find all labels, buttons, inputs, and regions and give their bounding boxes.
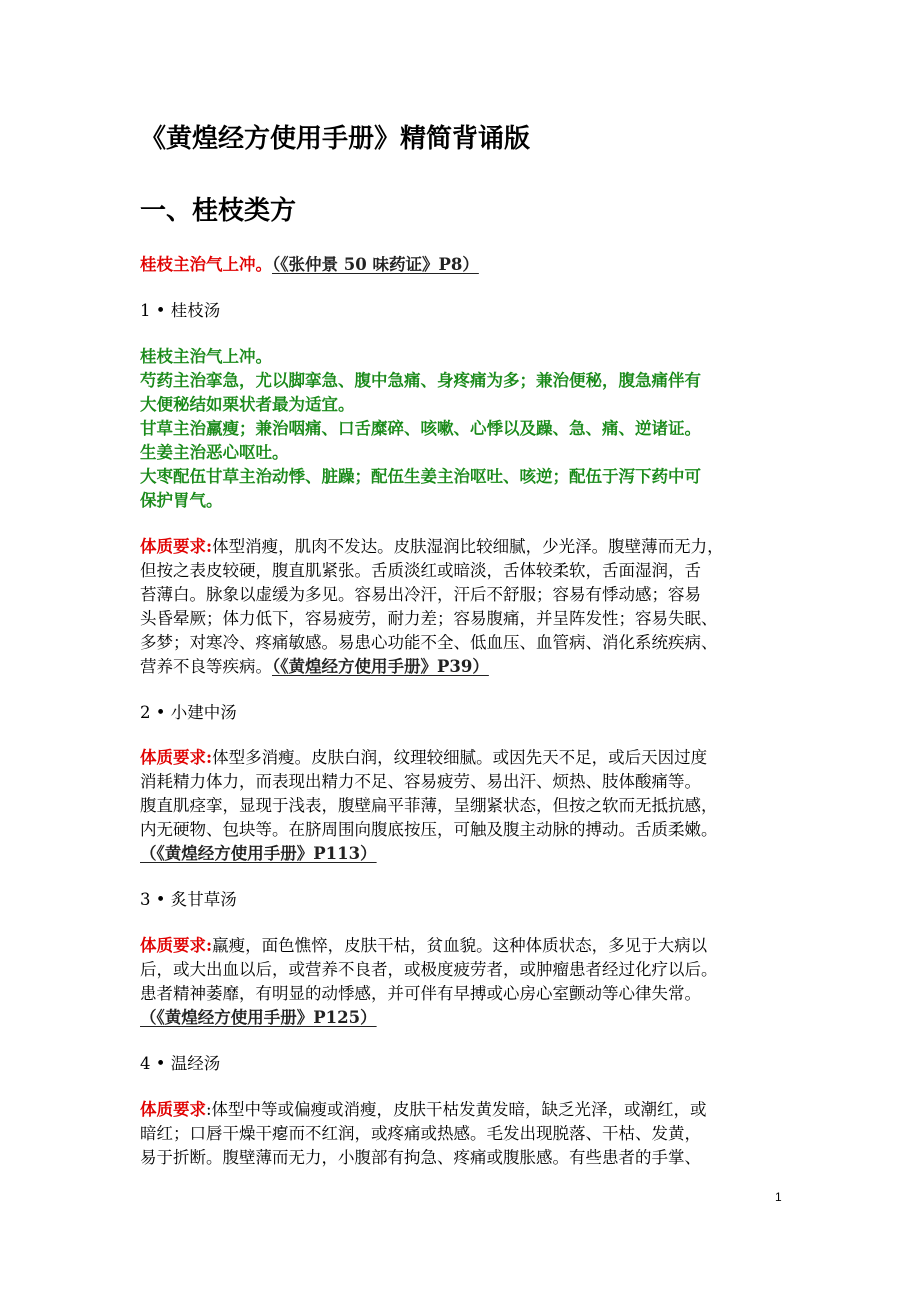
- item2-heading: 2 • 小建中汤: [140, 703, 237, 722]
- item3-reference: （《黄煌经方使用手册》P125）: [140, 1008, 377, 1027]
- item3-reference-line: [140, 1006, 377, 1030]
- item2-body-line: 体质要求:体型多消瘦。皮肤白润，纹理较细腻。或因先天不足，或后天因过度: [140, 748, 708, 767]
- item1-body-line: 多梦；对寒冷、疼痛敏感。易患心功能不全、低血压、血管病、消化系统疾病、: [140, 633, 718, 652]
- intro-reference: （《张仲景 50 味药证》P8）: [272, 255, 479, 274]
- item1-body-line: 头昏晕厥；体力低下，容易疲劳，耐力差；容易腹痛，并呈阵发性；容易失眠、: [140, 609, 718, 628]
- item2-body-line: 消耗精力体力，而表现出精力不足、容易疲劳、易出汗、烦热、肢体酸痛等。: [140, 772, 701, 791]
- item3-body-line: 后，或大出血以后，或营养不良者，或极度疲劳者，或肿瘤患者经过化疗以后。: [140, 960, 718, 979]
- intro-line: [140, 253, 479, 277]
- herb-line-3: 大便秘结如栗状者最为适宜。: [140, 395, 355, 414]
- item2-body-line: 腹直肌痉挛，显现于浅表，腹壁扁平菲薄，呈绷紧状态，但按之软而无抵抗感，: [140, 796, 718, 815]
- item1-body-line: 苔薄白。脉象以虚缓为多见。容易出冷汗，汗后不舒服；容易有悸动感；容易: [140, 585, 701, 604]
- item1-body-line: 营养不良等疾病。（《黄煌经方使用手册》P39）: [140, 657, 489, 676]
- section-heading: 一、桂枝类方: [140, 196, 297, 226]
- item4-body-line: 体质要求:体型中等或偏瘦或消瘦，皮肤干枯发黄发暗，缺乏光泽，或潮红，或: [140, 1100, 707, 1119]
- item1-reference: （《黄煌经方使用手册》P39）: [272, 657, 489, 676]
- item1-body-line: 但按之表皮较硬，腹直肌紧张。舌质淡红或暗淡，舌体较柔软，舌面湿润，舌: [140, 561, 701, 580]
- constitution-label: 体质要求:: [140, 748, 213, 767]
- page-number: 1: [775, 1190, 782, 1204]
- item3-heading: 3 • 炙甘草汤: [140, 890, 237, 909]
- item2-reference-line: [140, 842, 377, 866]
- constitution-label: 体质要求:: [140, 537, 213, 556]
- constitution-label: 体质要求: [140, 1100, 206, 1119]
- item2-body-line: 内无硬物、包块等。在脐周围向腹底按压，可触及腹主动脉的搏动。舌质柔嫩。: [140, 820, 718, 839]
- item3-body-line: 患者精神萎靡，有明显的动悸感，并可伴有早搏或心房心室颤动等心律失常。: [140, 984, 701, 1003]
- item2-reference: （《黄煌经方使用手册》P113）: [140, 844, 377, 863]
- constitution-label: 体质要求:: [140, 936, 213, 955]
- herb-line-6: 大枣配伍甘草主治动悸、脏躁；配伍生姜主治呕吐、咳逆；配伍于泻下药中可: [140, 467, 701, 486]
- document-title: 《黄煌经方使用手册》精简背诵版: [140, 124, 531, 154]
- herb-line-7: 保护胃气。: [140, 491, 223, 510]
- item1-heading: 1 • 桂枝汤: [140, 301, 221, 320]
- herb-line-2: 芍药主治挛急，尤以脚挛急、腹中急痛、身疼痛为多；兼治便秘，腹急痛伴有: [140, 371, 701, 390]
- herb-line-5: 生姜主治恶心呕吐。: [140, 443, 289, 462]
- item3-body-line: 体质要求:羸瘦，面色憔悴，皮肤干枯，贫血貌。这种体质状态，多见于大病以: [140, 936, 708, 955]
- item4-body-line: 易于折断。腹壁薄而无力，小腹部有拘急、疼痛或腹胀感。有些患者的手掌、: [140, 1148, 701, 1167]
- item4-body-line: 暗红；口唇干燥干瘪而不红润，或疼痛或热感。毛发出现脱落、干枯、发黄，: [140, 1124, 701, 1143]
- item1-body-line: 体质要求:体型消瘦，肌肉不发达。皮肤湿润比较细腻，少光泽。腹壁薄而无力，: [140, 537, 724, 556]
- herb-line-1: 桂枝主治气上冲。: [140, 347, 272, 366]
- intro-text: 桂枝主治气上冲。: [140, 255, 272, 274]
- item4-heading: 4 • 温经汤: [140, 1054, 221, 1073]
- herb-line-4: 甘草主治羸瘦；兼治咽痛、口舌糜碎、咳嗽、心悸以及躁、急、痛、逆诸证。: [140, 419, 701, 438]
